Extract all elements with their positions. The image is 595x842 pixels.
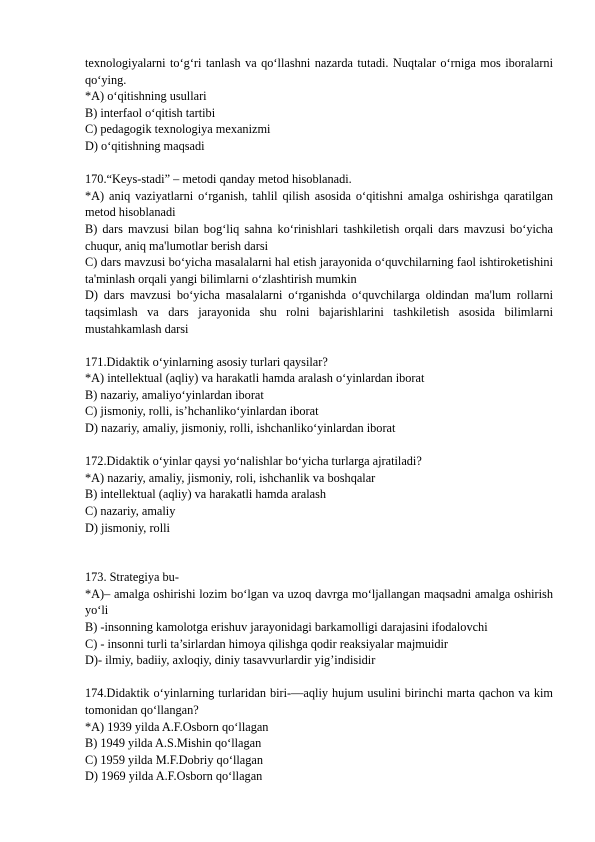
- text-line: *A) intellektual (aqliy) va harakatli hamda aralash o‘yinlardan iborat: [85, 371, 425, 386]
- spacer: [85, 155, 553, 172]
- text-line: C) pedagogik texnologiya mexanizmi: [85, 122, 271, 137]
- text-line: B) dars mavzusi bilan bog‘liq sahna ko‘rinishlari tashkiletish orqali dars mavzusi bo‘yicha chuqur, aniq ma'lumotlar berish darsi: [85, 221, 553, 253]
- document-page: [85, 55, 553, 785]
- text-line: C) dars mavzusi bo‘yicha masalalarni hal etish jarayonida o‘quvchilarning faol ishtiroketishini ta'minlash orqali yangi bilimlarni o‘zlashtirish mumkin: [85, 255, 553, 286]
- text-line: C) - insonni turli ta’sirlardan himoya qilishga qodir reaksiyalar majmuidir: [85, 636, 449, 651]
- text-line: 171.Didaktik o‘yinlarning asosiy turlari qaysilar?: [85, 354, 328, 369]
- text-line: B) 1949 yilda A.S.Mishin qo‘llagan: [85, 736, 262, 751]
- text-line: B) intellektual (aqliy) va harakatli hamda aralash: [85, 487, 327, 502]
- text-line: D) dars mavzusi bo‘yicha masalalarni o‘rganishda o‘quvchilarga oldindan ma'lum rollarni taqsimlash va dars jarayonida shu rolni bajarishlarini tashkiletish asosida bilimlarni mustahkamlash darsi: [85, 288, 553, 336]
- text-line: D) nazariy, amaliy, jismoniy, rolli, ishchanliko‘yinlardan iborat: [85, 421, 396, 436]
- text-line: C) 1959 yilda M.F.Dobriy qo‘llagan: [85, 752, 263, 767]
- text-line: B) interfaol o‘qitish tartibi: [85, 105, 216, 120]
- text-line: 172.Didaktik o‘yinlar qaysi yo‘nalishlar bo‘yicha turlarga ajratiladi?: [85, 454, 422, 469]
- spacer: [85, 437, 553, 454]
- text-line: B) -insonning kamolotga erishuv jarayonidagi barkamolligi darajasini ifodalovchi: [85, 620, 488, 634]
- spacer: [85, 337, 553, 354]
- text-line: D) jismoniy, rolli: [85, 520, 170, 535]
- text-line: 173. Strategiya bu-: [85, 570, 179, 585]
- text-line: D)- ilmiy, badiiy, axloqiy, diniy tasavvurlardir yig’indisidir: [85, 653, 376, 668]
- text-line: C) jismoniy, rolli, is’hchanliko‘yinlardan iborat: [85, 404, 319, 419]
- text-line: *A) 1939 yilda A.F.Osborn qo‘llagan: [85, 719, 269, 734]
- text-line: *A)– amalga oshirishi lozim bo‘lgan va uzoq davrga mo‘ljallangan maqsadni amalga oshirish yo‘li: [85, 586, 553, 618]
- text-line: C) nazariy, amaliy: [85, 504, 176, 519]
- spacer: [85, 536, 553, 569]
- text-line: B) nazariy, amaliyo‘yinlardan iborat: [85, 387, 264, 402]
- text-line: 170.“Keys-stadi” – metodi qanday metod hisoblanadi.: [85, 172, 352, 187]
- spacer: [85, 669, 553, 686]
- text-line: texnologiyalarni to‘g‘ri tanlash va qo‘llashni nazarda tutadi. Nuqtalar o‘rniga mos iboralarni qo‘ying.: [85, 56, 553, 87]
- text-line: D) 1969 yilda A.F.Osborn qo‘llagan: [85, 769, 263, 784]
- text-line: *A) o‘qitishning usullari: [85, 89, 207, 104]
- text-line: *A) nazariy, amaliy, jismoniy, roli, ishchanlik va boshqalar: [85, 470, 376, 485]
- text-line: D) o‘qitishning maqsadi: [85, 138, 205, 153]
- text-line: *A) aniq vaziyatlarni o‘rganish, tahlil qilish asosida o‘qitishni amalga oshirishga qaratilgan metod hisoblanadi: [85, 188, 553, 220]
- text-line: 174.Didaktik o‘yinlarning turlaridan biri-—aqliy hujum usulini birinchi marta qachon va kim tomonidan qo‘llangan?: [85, 686, 553, 717]
